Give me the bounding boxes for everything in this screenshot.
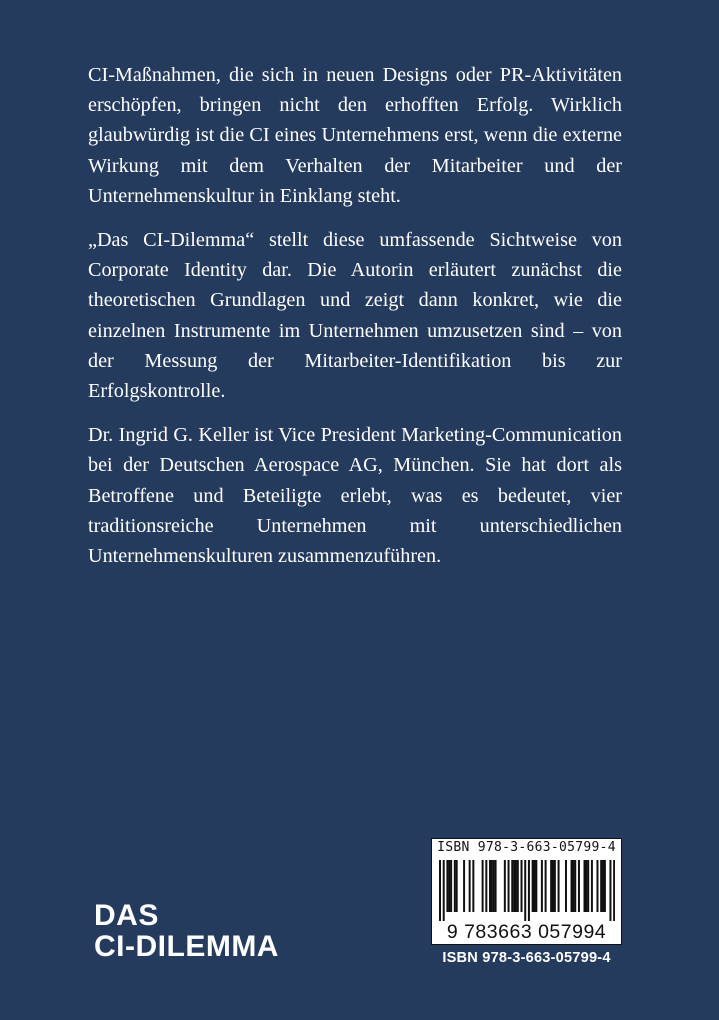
barcode-bar	[517, 860, 519, 912]
isbn-top-label: ISBN 978-3-663-05799-4	[437, 840, 616, 855]
barcode-bar	[504, 860, 506, 912]
barcode-bar	[463, 860, 465, 912]
back-cover-blurb	[88, 60, 622, 585]
barcode-bar	[524, 860, 526, 924]
barcode-bar	[521, 860, 523, 912]
book-title	[94, 900, 279, 962]
barcode-icon	[439, 860, 615, 924]
barcode-bar	[552, 860, 554, 912]
barcode-bar	[439, 860, 441, 924]
barcode-bar	[571, 860, 573, 912]
barcode-bar	[472, 860, 474, 912]
barcode-bar	[535, 860, 537, 912]
barcode-bar	[602, 860, 604, 912]
barcode-bar	[613, 860, 615, 924]
barcode-bar	[482, 860, 484, 912]
barcode-bar	[508, 860, 510, 912]
barcode-bar	[513, 860, 515, 912]
barcode-bar	[558, 860, 560, 912]
barcode-bar	[600, 860, 602, 912]
barcode-bar	[591, 860, 593, 912]
isbn-bottom-label: ISBN 978-3-663-05799-4	[442, 950, 611, 966]
barcode-bar	[495, 860, 497, 912]
barcode-bar	[443, 860, 445, 924]
barcode-bar	[454, 860, 456, 912]
blurb-paragraph-3: Dr. Ingrid G. Keller ist Vice President Marketing-Communication bei der Deutschen Aerospace AG, München. Sie hat dort als Betroffene und Beteiligte erlebt, was es bedeutet, vier traditionsreiche Unternehmen mit unterschiedlichen Unternehmenskulturen zusammenzuführen.	[88, 424, 622, 568]
barcode-bar	[587, 860, 589, 912]
barcode-bar	[574, 860, 576, 912]
barcode-bar	[469, 860, 471, 912]
barcode-bar	[545, 860, 547, 912]
barcode-bar	[528, 860, 530, 924]
barcode-bar	[450, 860, 452, 912]
barcode-bar	[541, 860, 543, 912]
barcode-bar	[565, 860, 567, 912]
barcode-bar	[489, 860, 491, 912]
barcode-bar	[446, 860, 448, 912]
barcode-bar	[572, 860, 574, 912]
barcode-bar	[448, 860, 450, 912]
barcode-bar	[485, 860, 487, 912]
barcode-bar	[491, 860, 493, 912]
blurb-paragraph-2: „Das CI-Dilemma“ stellt diese umfassende Sichtweise von Corporate Identity dar. Die Autorin erläutert zunächst die theoretischen Grundlagen und zeigt dann konkret, wie die einzelnen Instrumente im Unternehmen umzusetzen sind – von der Messung der Mitarbeiter-Identifikation bis zur Erfolgskontrolle.	[88, 229, 622, 403]
barcode-bar	[532, 860, 534, 912]
barcode-bar	[550, 860, 552, 912]
title-line-1: DAS	[94, 899, 159, 932]
ean-digits: 9 783663 057994	[432, 921, 621, 943]
barcode-bar	[456, 860, 458, 912]
barcode-bar	[493, 860, 495, 912]
barcode-bar	[554, 860, 556, 912]
barcode-bar	[609, 860, 611, 924]
barcode-bar	[596, 860, 598, 912]
barcode-bar	[515, 860, 517, 912]
barcode-bar	[585, 860, 587, 912]
barcode-bar	[584, 860, 586, 912]
barcode-box	[431, 838, 622, 945]
blurb-paragraph-1: CI-Maßnahmen, die sich in neuen Designs oder PR-Aktivitäten erschöpfen, bringen nicht den erhofften Erfolg. Wirklich glaubwürdig ist die CI eines Unternehmens erst, wenn die externe Wirkung mit dem Verhalten der Mitarbeiter und der Unternehmenskultur in Einklang steht.	[88, 64, 622, 207]
barcode-bar	[511, 860, 513, 912]
barcode-bar	[578, 860, 580, 912]
title-line-2: CI-DILEMMA	[94, 930, 279, 963]
barcode-bar	[604, 860, 606, 912]
barcode-bar	[533, 860, 535, 912]
